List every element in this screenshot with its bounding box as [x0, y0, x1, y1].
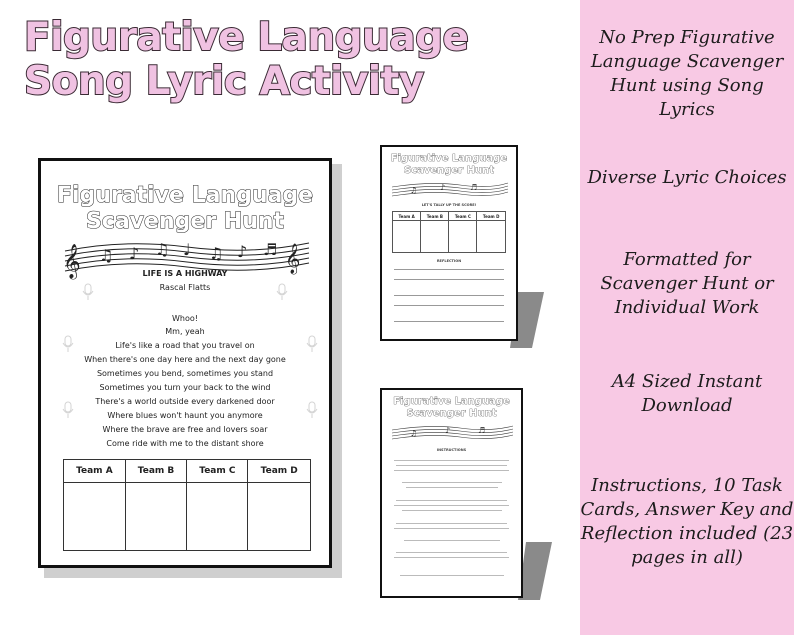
song-artist: Rascal Flatts	[159, 283, 211, 292]
team-header: Team B	[125, 460, 187, 483]
team-cell	[248, 483, 311, 551]
svg-text:𝄞: 𝄞	[285, 244, 301, 274]
music-staff-icon	[390, 422, 515, 444]
team-header: Team B	[421, 212, 449, 221]
microphone-icon	[81, 283, 95, 301]
preview1-team-table	[392, 211, 506, 253]
feature-text: Formatted for Scavenger Hunt or Individual Work	[600, 249, 774, 318]
team-header: Team C	[187, 460, 248, 483]
preview1-title-line2: Scavenger Hunt	[403, 165, 495, 176]
team-header: Team A	[64, 460, 126, 483]
team-cell	[421, 221, 449, 253]
svg-text:♬: ♬	[263, 240, 278, 259]
text-line	[402, 482, 502, 483]
preview2-title-line1: Figurative Language	[393, 396, 510, 407]
text-line	[406, 487, 498, 488]
text-line	[396, 523, 507, 524]
hero-title	[24, 16, 469, 104]
svg-text:♫: ♫	[209, 244, 224, 263]
preview1-subheading: LET'S TALLY UP THE SCORE!	[421, 203, 477, 207]
text-line	[394, 557, 509, 558]
feature-text: Instructions, 10 Task Cards, Answer Key and Reflection included (23 pages in all)	[580, 475, 794, 568]
svg-text:♫: ♫	[410, 186, 418, 195]
lyric-line: When there's one day here and the next day gone	[84, 355, 286, 364]
svg-text:♩: ♩	[183, 240, 191, 259]
text-line	[404, 540, 500, 541]
preview2-title-line2: Scavenger Hunt	[406, 408, 497, 419]
team-header: Team A	[393, 212, 421, 221]
hero-title-line2: Song Lyric Activity	[24, 59, 424, 104]
svg-text:𝄞: 𝄞	[63, 244, 81, 279]
text-line	[394, 528, 509, 529]
svg-text:♪: ♪	[237, 242, 248, 261]
microphone-icon	[275, 283, 289, 301]
svg-text:♫: ♫	[155, 240, 170, 259]
microphone-icon	[61, 335, 75, 353]
microphone-icon	[305, 401, 319, 419]
team-header: Team C	[449, 212, 477, 221]
feature-text: Diverse Lyric Choices	[587, 167, 787, 188]
preview-page-instructions	[380, 388, 523, 598]
preview2-subheading: INSTRUCTIONS	[436, 448, 467, 452]
text-line	[394, 305, 504, 306]
preview1-title-line1: Figurative Language	[390, 153, 508, 164]
hero-title-line1: Figurative Language	[24, 15, 469, 60]
team-cell	[449, 221, 477, 253]
worksheet-title-line2: Scavenger Hunt	[85, 209, 285, 234]
song-title: LIFE IS A HIGHWAY	[142, 269, 228, 278]
feature-panel	[580, 0, 794, 635]
preview-page-score	[380, 145, 518, 341]
worksheet-page	[38, 158, 332, 568]
text-line	[402, 510, 502, 511]
text-line	[394, 470, 509, 471]
text-line	[394, 505, 509, 506]
lyric-line: Sometimes you turn your back to the wind	[99, 383, 271, 392]
team-header: Team D	[477, 212, 506, 221]
svg-text:♬: ♬	[470, 183, 478, 192]
text-line	[400, 575, 504, 576]
lyric-line: Where the brave are free and lovers soar	[102, 425, 268, 434]
preview1-reflection: REFLECTION	[436, 259, 462, 263]
music-staff-icon	[390, 179, 510, 201]
lyric-line: Where blues won't haunt you anymore	[107, 411, 263, 420]
text-line	[394, 269, 504, 270]
text-line	[394, 321, 504, 322]
team-score-table	[63, 459, 311, 551]
text-line	[394, 460, 509, 461]
svg-text:♪: ♪	[445, 426, 451, 435]
lyric-line: Whoo!	[172, 314, 198, 323]
svg-text:♫: ♫	[410, 429, 418, 438]
svg-text:♬: ♬	[478, 426, 486, 435]
feature-text: A4 Sized Instant Download	[611, 371, 763, 416]
team-header: Team D	[248, 460, 311, 483]
lyric-line: There's a world outside every darkened door	[95, 397, 275, 406]
microphone-icon	[305, 335, 319, 353]
text-line	[394, 279, 504, 280]
text-line	[396, 465, 507, 466]
feature-text: No Prep Figurative Language Scavenger Hunt using Song Lyrics	[590, 27, 784, 120]
lyric-line: Life's like a road that you travel on	[115, 341, 255, 350]
lyric-line: Sometimes you bend, sometimes you stand	[96, 369, 274, 378]
microphone-icon	[61, 401, 75, 419]
svg-text:♫: ♫	[99, 246, 114, 265]
worksheet-title-line1: Figurative Language	[56, 183, 314, 208]
lyric-line: Come ride with me to the distant shore	[106, 439, 264, 448]
team-cell	[187, 483, 248, 551]
team-cell	[125, 483, 187, 551]
team-cell	[64, 483, 126, 551]
svg-text:♪: ♪	[129, 244, 140, 263]
text-line	[396, 552, 507, 553]
text-line	[394, 295, 504, 296]
text-line	[396, 500, 507, 501]
team-cell	[477, 221, 506, 253]
lyric-line: Mm, yeah	[165, 327, 205, 336]
svg-text:♪: ♪	[440, 183, 446, 192]
team-cell	[393, 221, 421, 253]
